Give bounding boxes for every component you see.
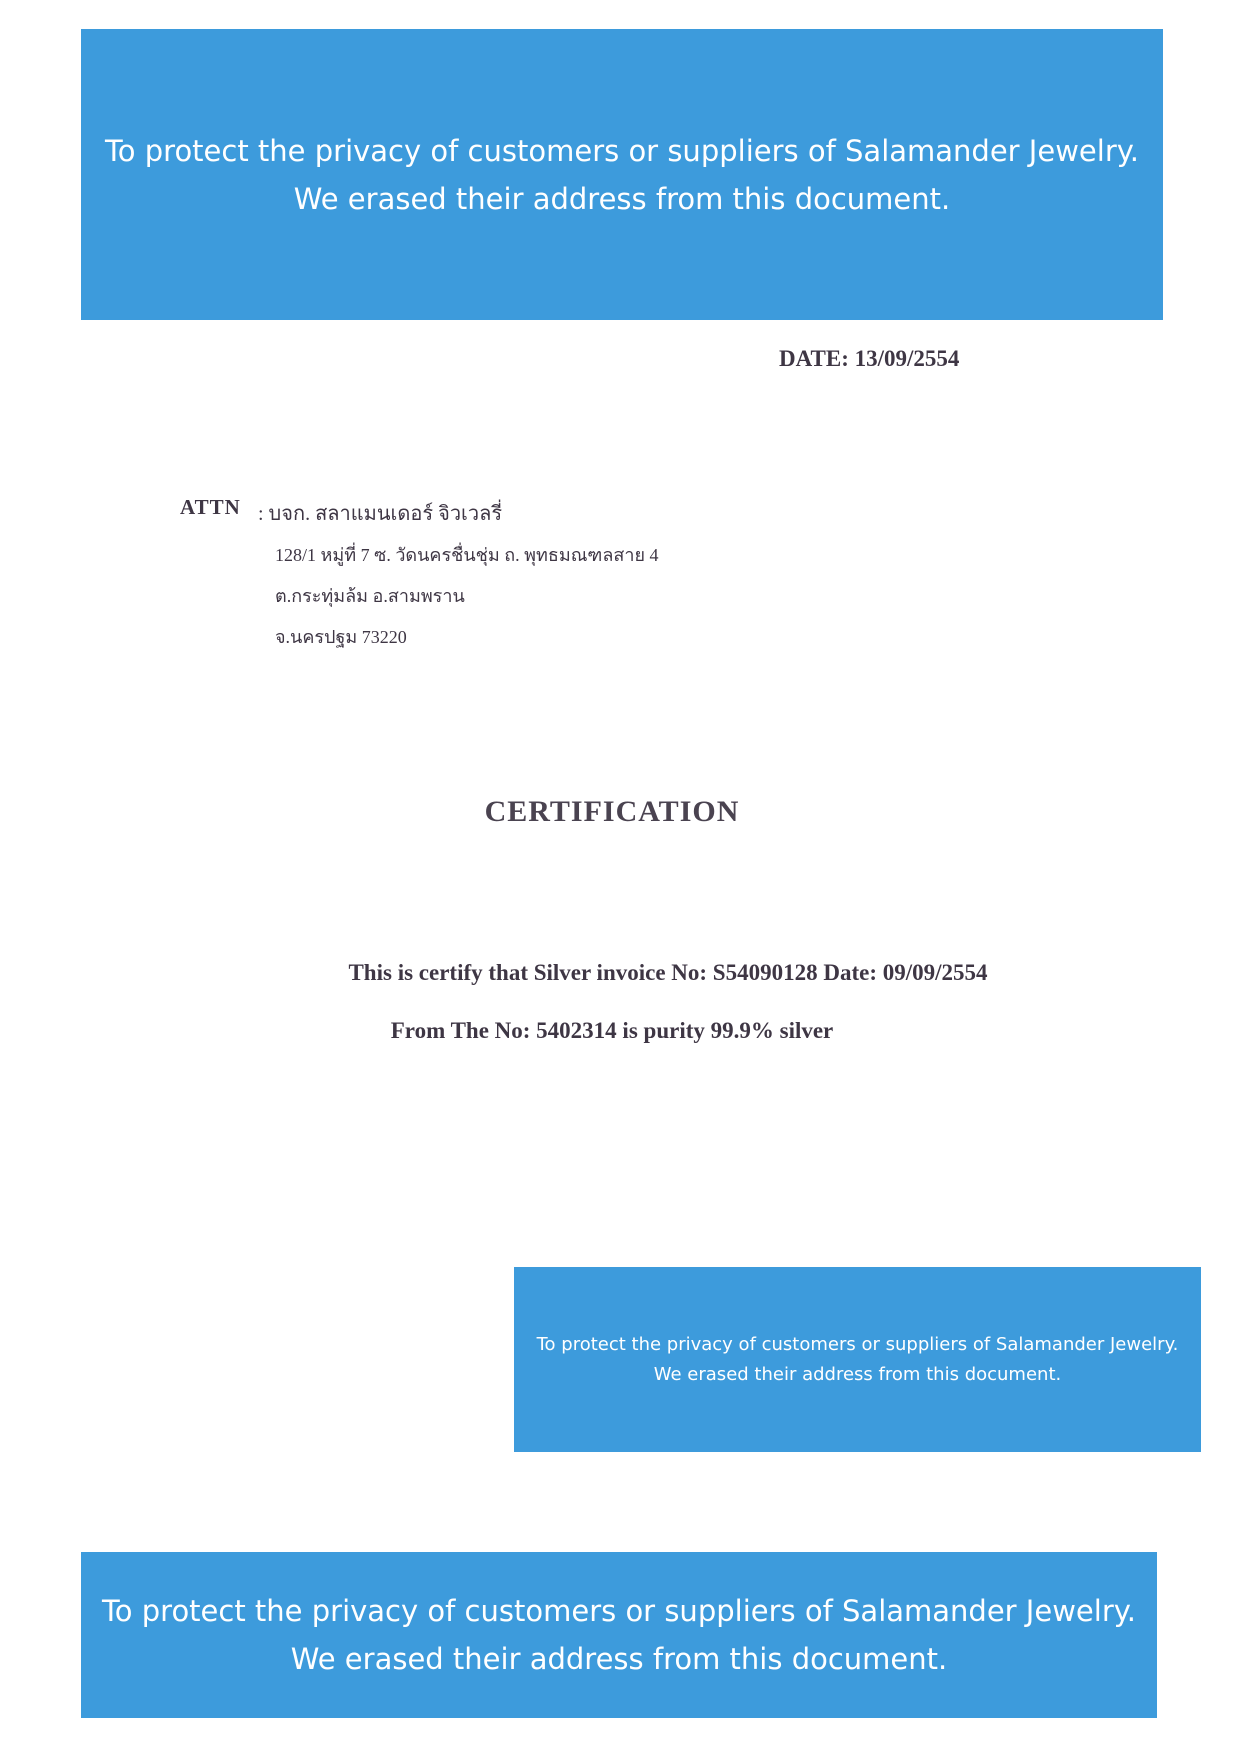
address-line: จ.นครปฐม 73220 [275,627,407,647]
privacy-notice-line-2: We erased their address from this document. [290,1642,948,1676]
attn-company: : บจก. สลาแมนเดอร์ จิวเวลรี่ [258,503,503,525]
attn-label: ATTN [180,495,241,519]
document-date: DATE: 13/09/2554 [779,346,960,371]
address-line: ต.กระทุ่มล้ม อ.สามพราน [275,586,465,606]
privacy-notice-line-1: To protect the privacy of customers or suppliers of Salamander Jewelry. [102,1594,1136,1628]
privacy-notice-bottom [81,1552,1157,1718]
certification-body-line-2: From The No: 5402314 is purity 99.9% silver [390,1018,834,1043]
certification-title: CERTIFICATION [484,795,740,828]
address-line: 128/1 หมู่ที่ 7 ซ. วัดนครชื่นชุ่ม ถ. พุทธมณฑลสาย 4 [275,545,659,565]
privacy-notice-line-1: To protect the privacy of customers or suppliers of Salamander Jewelry. [105,133,1139,168]
privacy-notice-line-2: We erased their address from this document. [653,1363,1062,1385]
certification-body-line-1: This is certify that Silver invoice No: S54090128 Date: 09/09/2554 [348,960,988,985]
privacy-notice-middle [514,1267,1201,1452]
privacy-notice-line-2: We erased their address from this document. [293,181,951,216]
privacy-notice-line-1: To protect the privacy of customers or suppliers of Salamander Jewelry. [536,1333,1179,1355]
privacy-notice-top [81,29,1163,320]
